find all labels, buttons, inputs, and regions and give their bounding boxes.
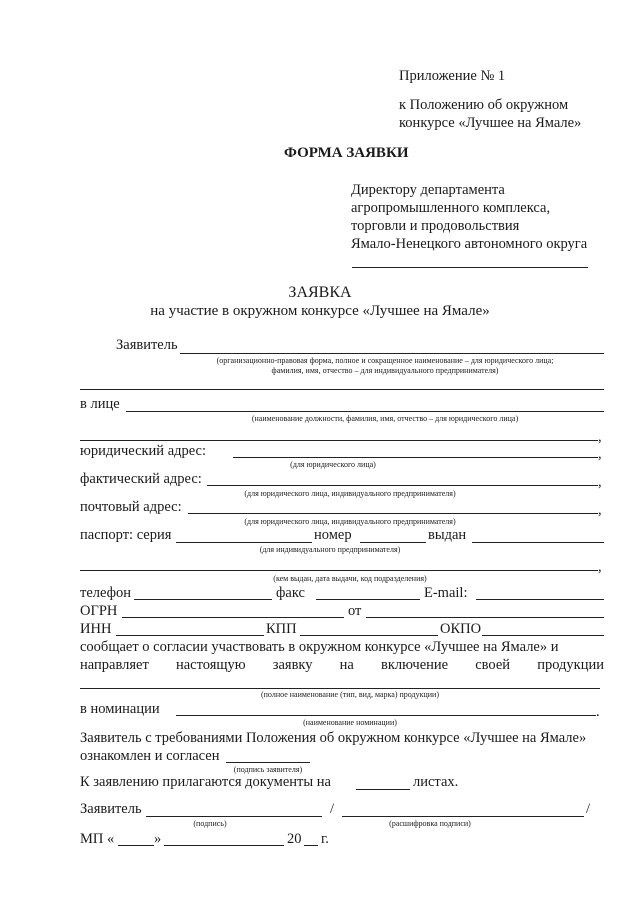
mp-label: МП « [80, 831, 115, 847]
postal-address-label: почтовый адрес: [80, 499, 182, 515]
appendix-contest: конкурсе «Лучшее на Ямале» [399, 115, 582, 131]
consent-word: заявку [272, 657, 313, 673]
consent-word: включение [381, 657, 449, 673]
signature-slash-1: / [330, 801, 335, 817]
date-month-line[interactable] [164, 845, 284, 846]
fax-label: факс [276, 585, 305, 601]
nomination-caption: (наименование номинации) [303, 718, 397, 727]
postal-address-comma: , [598, 502, 602, 518]
consent-word: настоящую [175, 657, 246, 673]
product-caption: (полное наименование (тип, вид, марка) продукции) [260, 690, 439, 699]
nomination-line[interactable] [176, 715, 596, 716]
inn-line[interactable] [116, 635, 264, 636]
kpp-line[interactable] [300, 635, 438, 636]
decoding-line[interactable] [342, 816, 584, 817]
date-year-line[interactable] [304, 845, 318, 846]
consent-word: на [339, 657, 354, 673]
phone-line[interactable] [134, 599, 272, 600]
signature-slash-2: / [586, 801, 591, 817]
person-name-line[interactable] [126, 411, 604, 412]
consent-line-1: сообщает о согласии участвовать в окружном конкурсе «Лучшее на Ямале» и [80, 639, 559, 655]
addressee-signature-line[interactable] [352, 267, 588, 268]
actual-address-comma: , [598, 474, 602, 490]
product-line[interactable] [80, 688, 600, 689]
email-line[interactable] [476, 599, 604, 600]
ogrn-date-line[interactable] [366, 617, 604, 618]
issued-by-line[interactable] [80, 570, 598, 571]
decoding-caption: (расшифровка подписи) [389, 819, 471, 828]
nomination-period: . [596, 704, 600, 720]
applicant-label: Заявитель [116, 337, 178, 353]
applicant-name-line-2[interactable] [80, 389, 604, 390]
legal-address-comma: , [598, 446, 602, 462]
passport-issued-label: выдан [428, 527, 467, 543]
issued-by-caption: (кем выдан, дата выдачи, код подразделения) [273, 574, 427, 583]
postal-address-line[interactable] [188, 513, 598, 514]
legal-address-caption: (для юридического лица) [290, 460, 376, 469]
actual-address-label: фактический адрес: [80, 471, 202, 487]
appendix-number: Приложение № 1 [399, 68, 506, 84]
date-day-line[interactable] [118, 845, 154, 846]
person-caption: (наименование должности, фамилия, имя, отчество – для юридического лица) [251, 414, 519, 423]
person-label: в лице [80, 396, 120, 412]
attachments-sheets-line[interactable] [356, 789, 410, 790]
form-title: ФОРМА ЗАЯВКИ [284, 145, 409, 161]
passport-caption: (для индивидуального предпринимателя) [259, 545, 401, 554]
okpo-label: ОКПО [440, 621, 482, 637]
nomination-label: в номинации [80, 701, 160, 717]
postal-address-caption: (для юридического лица, индивидуального предпринимателя) [244, 517, 456, 526]
appendix-regulation: к Положению об окружном [399, 97, 569, 113]
passport-number-label: номер [314, 527, 352, 543]
requirements-line-2: ознакомлен и согласен [80, 748, 220, 764]
ogrn-line[interactable] [122, 617, 344, 618]
signature-line[interactable] [146, 816, 322, 817]
attachments-suffix: листах. [413, 774, 459, 790]
sign-applicant-label: Заявитель [80, 801, 142, 817]
person-comma: , [598, 429, 602, 445]
consent-line-2 [80, 656, 604, 674]
attachments-prefix: К заявлению прилагаются документы на [80, 774, 331, 790]
kpp-label: КПП [266, 621, 297, 637]
application-subtitle: на участие в окружном конкурсе «Лучшее на Ямале» [150, 303, 490, 319]
email-label: E-mail: [424, 585, 468, 601]
actual-address-caption: (для юридического лица, индивидуального предпринимателя) [244, 489, 456, 498]
date-year-suffix: г. [321, 831, 329, 847]
addressee-line-1: Директору департамента [351, 182, 505, 198]
consent-word: своей [475, 657, 511, 673]
consent-word: продукции [537, 657, 604, 673]
applicant-signature-caption: (подпись заявителя) [233, 765, 303, 774]
date-year-prefix: 20 [287, 831, 302, 847]
issued-by-comma: , [598, 559, 602, 575]
applicant-caption-2: фамилия, имя, отчество – для индивидуального предпринимателя) [271, 366, 499, 375]
passport-number-line[interactable] [360, 542, 426, 543]
consent-word: направляет [80, 657, 149, 673]
phone-label: телефон [80, 585, 132, 601]
fax-line[interactable] [316, 599, 420, 600]
date-quote-close: » [154, 831, 162, 847]
ogrn-from-label: от [348, 603, 362, 619]
person-name-line-2[interactable] [80, 440, 598, 441]
signature-caption: (подпись) [193, 819, 227, 828]
inn-label: ИНН [80, 621, 112, 637]
application-title: ЗАЯВКА [288, 284, 352, 301]
passport-series-line[interactable] [176, 542, 312, 543]
requirements-line-1: Заявитель с требованиями Положения об окружном конкурсе «Лучшее на Ямале» [80, 730, 587, 746]
applicant-signature-line[interactable] [226, 762, 310, 763]
okpo-line[interactable] [482, 635, 604, 636]
addressee-line-3: торговли и продовольствия [351, 218, 520, 234]
actual-address-line[interactable] [207, 485, 598, 486]
addressee-line-4: Ямало-Ненецкого автономного округа [351, 236, 588, 252]
passport-issued-line[interactable] [472, 542, 604, 543]
applicant-name-line[interactable] [180, 353, 604, 354]
passport-series-label: паспорт: серия [80, 527, 172, 543]
applicant-caption-1: (организационно-правовая форма, полное и сокращенное наименование – для юридического лица; [216, 356, 554, 365]
legal-address-label: юридический адрес: [80, 443, 207, 459]
addressee-line-2: агропромышленного комплекса, [351, 200, 551, 216]
ogrn-label: ОГРН [80, 603, 118, 619]
legal-address-line[interactable] [233, 457, 598, 458]
